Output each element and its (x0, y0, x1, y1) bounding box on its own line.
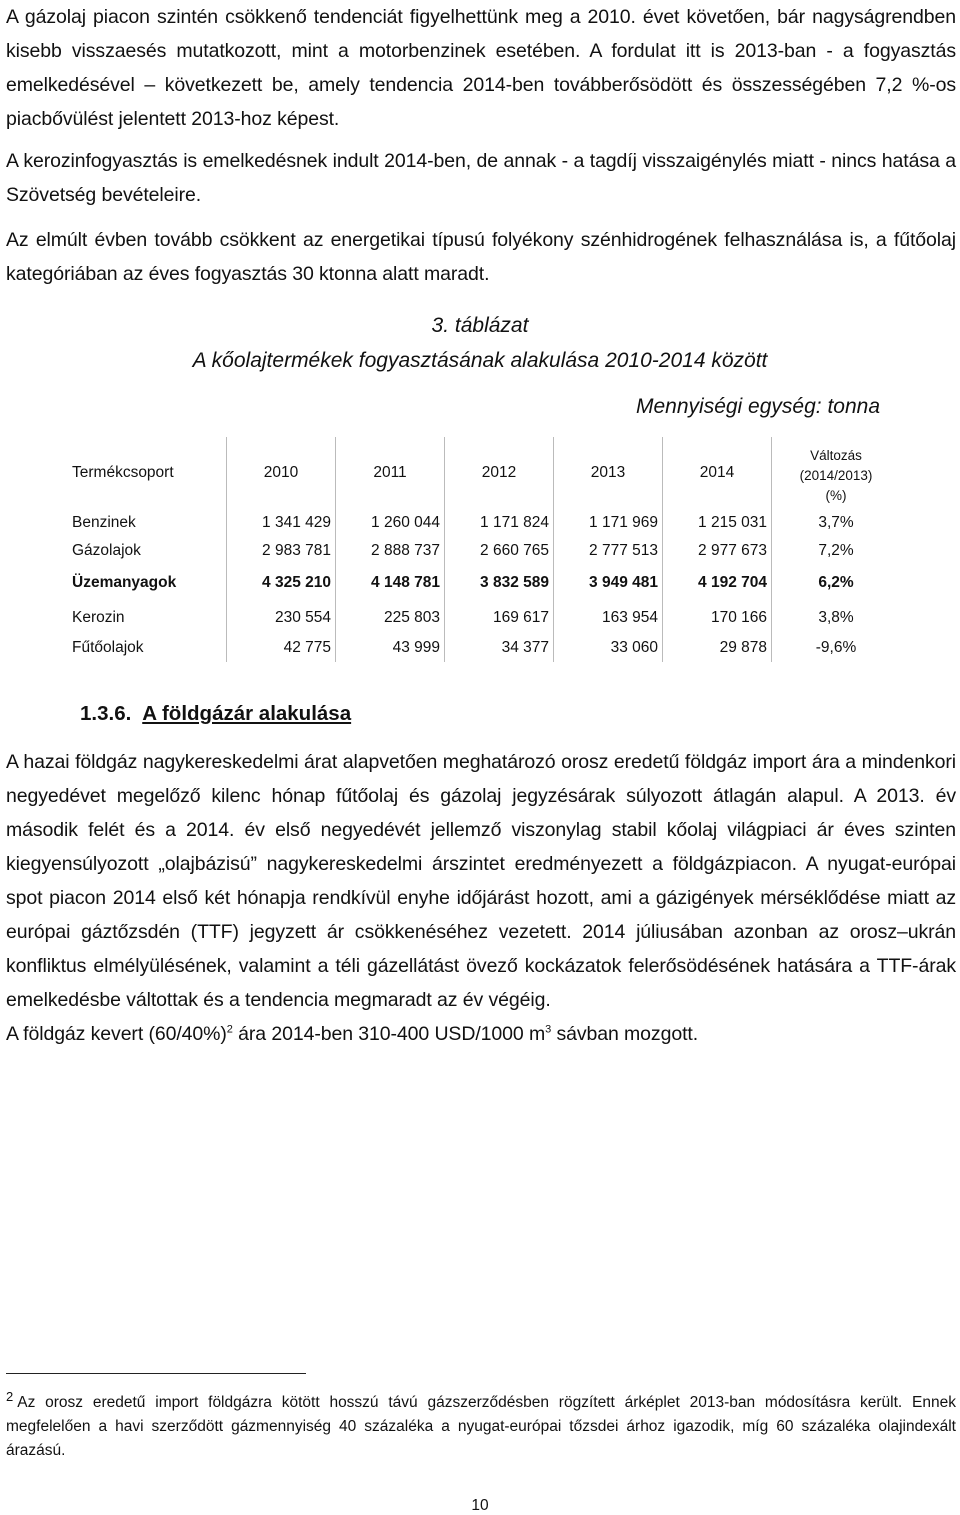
table-row (68, 537, 900, 565)
section-number: 1.3.6. (80, 702, 132, 725)
cell-value: 2 888 737 (336, 537, 445, 565)
cell-value: 2 777 513 (554, 537, 663, 565)
cell-value: 34 377 (445, 634, 554, 662)
cell-value: 29 878 (663, 634, 772, 662)
cell-change: -9,6% (772, 634, 901, 662)
row-name: Fűtőolajok (72, 639, 144, 656)
header-change-line: Változás (810, 448, 862, 463)
cell-value: 4 325 210 (227, 565, 336, 601)
footnote-reference: 2 (226, 1023, 233, 1036)
table-title: A kőolajtermékek fogyasztásának alakulása 2010-2014 között (192, 349, 768, 372)
consumption-table (68, 437, 900, 662)
cell-value: 2 977 673 (663, 537, 772, 565)
cell-value: 33 060 (554, 634, 663, 662)
cell-value: 225 803 (336, 601, 445, 634)
paragraph-kerosene: A kerozinfogyasztás is emelkedésnek indult 2014-ben, de annak - a tagdíj visszaigénylés miatt - nincs hatása a Szövetség bevételeire. (6, 150, 956, 206)
cell-value: 1 171 824 (445, 509, 554, 537)
superscript-exponent: 3 (545, 1023, 552, 1036)
paragraph-gasoil: A gázolaj piacon szintén csökkenő tendenciát figyelhettünk meg a 2010. évet követően, bár nagyságrendben kisebb visszaesés mutatkozott, mint a motorbenzinek esetében. A fordulat itt is 2013-ban - a fogyasztás emelkedésével – következett be, amely tendencia 2014-ben továbberősödött és összességében 7,2 %-os piacbővülést jelentett 2013-hoz képest. (6, 6, 956, 130)
row-name: Benzinek (72, 514, 136, 531)
table-row (68, 634, 900, 662)
cell-value: 4 148 781 (336, 565, 445, 601)
cell-value: 42 775 (227, 634, 336, 662)
cell-value: 163 954 (554, 601, 663, 634)
paragraph-gas-price-last: ára 2014-ben 310-400 USD/1000 m (232, 1023, 546, 1045)
cell-change: 3,8% (772, 601, 901, 634)
cell-value: 1 171 969 (554, 509, 663, 537)
cell-value: 2 983 781 (227, 537, 336, 565)
row-name: Kerozin (72, 608, 125, 626)
table-unit: Mennyiségi egység: tonna (636, 395, 880, 418)
page-number: 10 (471, 1497, 489, 1514)
section-title: A földgázár alakulása (142, 702, 352, 725)
row-name: Gázolajok (72, 542, 141, 559)
cell-change: 6,2% (772, 565, 901, 601)
header-year: 2013 (554, 437, 663, 509)
footnote-mark: 2 (6, 1388, 14, 1404)
header-change-line: (2014/2013) (799, 468, 873, 483)
cell-change: 7,2% (772, 537, 901, 565)
cell-value: 169 617 (445, 601, 554, 634)
cell-value: 4 192 704 (663, 565, 772, 601)
cell-value: 43 999 (336, 634, 445, 662)
header-year: 2011 (336, 437, 445, 509)
paragraph-gas-price-last: sávban mozgott. (551, 1023, 699, 1045)
paragraph-gas-price-main: A hazai földgáz nagykereskedelmi árat alapvetően meghatározó orosz eredetű földgáz import ára a mindenkori negyedévet megelőző kilenc hónap fűtőolaj és gázolaj jegyzésárak súlyozott átlagán alapul. A 2013. év második felét és a 2014. év első negyedévét jellemző viszonylag stabil kőolaj világpiaci ár éves szinten kiegyensúlyozott „olajbázisú” nagykereskedelmi árszintet eredményezett a földgázpiacon. A nyugat-európai spot piacon 2014 első két hónapja rendkívül enyhe időjárást hozott, ami a gázigények mérséklődése miatt az európai gáztőzsdén (TTF) jegyzett ár csökkenéséhez vezetett. 2014 júliusában azonban az orosz–ukrán konfliktus elmélyülésének, valamint a téli gázellátást övező kockázatok felerősödésének hatására a TTF-árak emelkedésbe váltottak és a tendencia megmaradt az év végéig. (6, 751, 956, 1011)
table-row (68, 601, 900, 634)
cell-value: 1 341 429 (227, 509, 336, 537)
table-row (68, 509, 900, 537)
cell-value: 230 554 (227, 601, 336, 634)
paragraph-gas-price-last: A földgáz kevert (60/40%) (6, 1023, 227, 1045)
header-category: Termékcsoport (72, 464, 174, 481)
cell-value: 2 660 765 (445, 537, 554, 565)
footnote-divider (6, 1373, 306, 1374)
cell-value: 1 260 044 (336, 509, 445, 537)
cell-value: 3 832 589 (445, 565, 554, 601)
table-header-row (68, 437, 900, 509)
section-heading (80, 702, 351, 726)
footnote (6, 1388, 956, 1463)
cell-value: 3 949 481 (554, 565, 663, 601)
header-year: 2014 (663, 437, 772, 509)
paragraph-gas-price (6, 745, 956, 1051)
header-year: 2010 (227, 437, 336, 509)
table-number: 3. táblázat (431, 314, 529, 337)
cell-value: 1 215 031 (663, 509, 772, 537)
paragraph-fuel-oil: Az elmúlt évben tovább csökkent az energetikai típusú folyékony szénhidrogének felhasználása is, a fűtőolaj kategóriában az éves fogyasztás 30 ktonna alatt maradt. (6, 229, 956, 285)
cell-value: 170 166 (663, 601, 772, 634)
cell-change: 3,7% (772, 509, 901, 537)
footnote-text: Az orosz eredetű import földgázra kötött hosszú távú gázszerződésben rögzített árképlet 2013-ban módosításra került. Ennek megfelelően a havi szerződött gázmennyiség 40 százaléka a nyugat-európai tőzsdei árhoz igazodik, míg 60 százaléka olajindexált árazású. (6, 1394, 956, 1459)
table-row-total (68, 565, 900, 601)
row-name: Üzemanyagok (72, 574, 177, 591)
header-change (772, 437, 901, 509)
header-change-line: (%) (825, 488, 847, 503)
header-year: 2012 (445, 437, 554, 509)
